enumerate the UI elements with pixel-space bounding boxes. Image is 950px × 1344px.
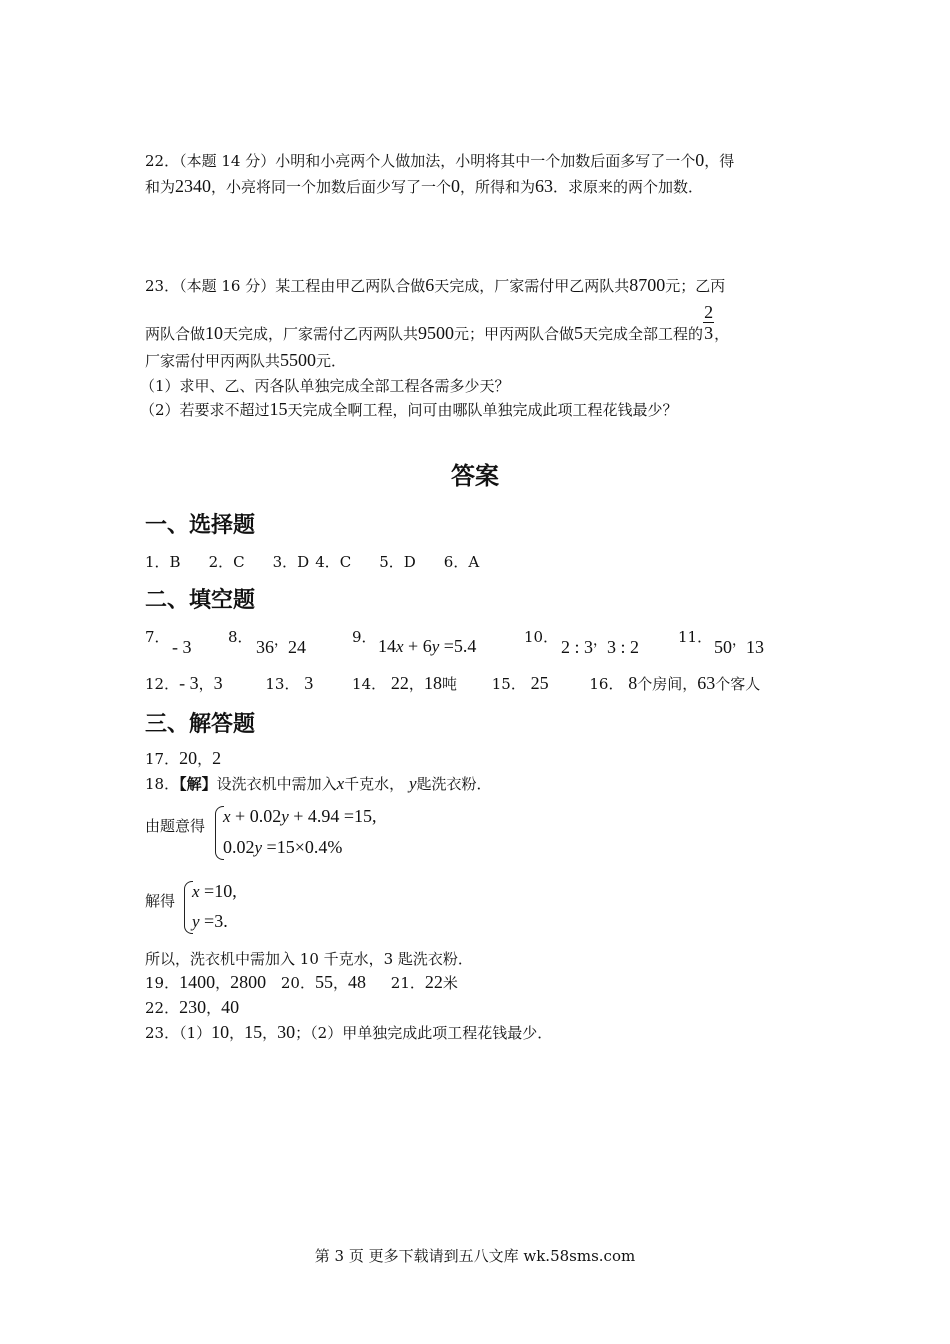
sol1-x: x bbox=[192, 882, 200, 901]
text-23-b: ；（2）甲单独完成此项工程花钱最少． bbox=[295, 1024, 553, 1042]
value-16-b: 63 bbox=[697, 673, 716, 693]
label-14: 14． bbox=[352, 675, 387, 693]
q23-price-2: 9500 bbox=[418, 322, 455, 343]
q22-text-2a: 和为 bbox=[145, 178, 176, 196]
label-12: 12． bbox=[145, 675, 180, 693]
eq2-rest: =15×0.4% bbox=[266, 837, 343, 857]
value-11-a: 50 bbox=[714, 637, 732, 657]
answer-22 bbox=[145, 997, 239, 1018]
value-13: 3 bbox=[304, 673, 314, 693]
solution-1 bbox=[192, 881, 237, 902]
var-x: x bbox=[396, 637, 404, 656]
eq1-y: y bbox=[281, 807, 289, 826]
choice-answer-3: 3．D bbox=[272, 553, 310, 571]
text-18-c: 匙洗衣粉． bbox=[416, 775, 492, 793]
label-8: 8． bbox=[228, 628, 253, 646]
q23-text-2e: ， bbox=[714, 324, 730, 343]
value-16-a: 8 bbox=[628, 673, 638, 693]
eq2-coef: 0.02 bbox=[223, 837, 255, 857]
choice-answer-5: 5．D bbox=[379, 553, 416, 571]
value-20-a: 55 bbox=[314, 972, 333, 992]
solution-label: 解得 bbox=[145, 892, 176, 910]
label-16: 16． bbox=[589, 675, 624, 693]
choice-answer-1: 1．B bbox=[145, 553, 181, 571]
q22-text-1b: ，得 bbox=[704, 152, 735, 170]
value-22-a: 230 bbox=[179, 997, 207, 1017]
q23-days-1: 6 bbox=[425, 275, 435, 295]
choice-answers bbox=[145, 551, 479, 572]
q23-text-2c: 元；甲丙两队合做 bbox=[454, 324, 575, 343]
value-20-b: 48 bbox=[348, 972, 366, 992]
q23-days-limit: 15 bbox=[269, 399, 288, 419]
fill-answer-8 bbox=[228, 626, 253, 647]
q23-text-2d: 天完成全部工程的 bbox=[583, 324, 704, 343]
label-7: 7． bbox=[145, 628, 170, 646]
q23-line-3 bbox=[145, 350, 346, 371]
section-2-title: 二、填空题 bbox=[145, 588, 256, 613]
answer-18 bbox=[145, 773, 492, 794]
sep-22: ， bbox=[206, 999, 222, 1017]
section-1-title: 一、选择题 bbox=[145, 513, 256, 538]
value-17-a: 20 bbox=[179, 748, 198, 768]
eq1-mid: + 0.02 bbox=[235, 806, 282, 826]
text-18-b: 千克水， bbox=[344, 775, 405, 793]
label-15: 15． bbox=[491, 675, 526, 693]
value-9-rhs: =5.4 bbox=[443, 636, 477, 656]
text-23-a: （1） bbox=[179, 1024, 212, 1042]
q23-text-1a: 23．（本题 16 分）某工程由甲乙两队合做 bbox=[145, 277, 426, 295]
eq1-rest: + 4.94 =15, bbox=[293, 806, 377, 826]
q22-sum-1: 2340 bbox=[175, 176, 212, 196]
equation-2 bbox=[223, 837, 342, 858]
fill-value-11 bbox=[714, 634, 764, 658]
var-y-18: y bbox=[408, 774, 417, 793]
var-y: y bbox=[431, 637, 440, 656]
text-16-b: 个客人 bbox=[715, 675, 761, 693]
sol2-y: y bbox=[192, 912, 200, 931]
q22-text-2b: ，小亮将同一个加数后面少写了一个 bbox=[211, 178, 452, 196]
label-20: 20． bbox=[280, 974, 315, 992]
answer-23 bbox=[145, 1022, 552, 1043]
label-9: 9． bbox=[352, 628, 377, 646]
value-14-a: 22 bbox=[390, 673, 409, 693]
q23-sub2-text-b: 天完成全啊工程，问可由哪队单独完成此项工程花钱最少？ bbox=[287, 401, 678, 419]
fill-value-10 bbox=[561, 634, 640, 658]
label-19: 19． bbox=[145, 974, 180, 992]
value-15: 25 bbox=[530, 673, 549, 693]
conclusion-18: 所以，洗衣机中需加入 10 千克水，3 匙洗衣粉． bbox=[145, 950, 473, 968]
fill-value-9 bbox=[378, 636, 476, 657]
label-22: 22． bbox=[145, 999, 180, 1017]
q23-sub2-text-a: （2）若要求不超过 bbox=[140, 401, 270, 419]
label-23: 23． bbox=[145, 1024, 180, 1042]
q23-text-1b: 天完成，厂家需付甲乙两队共 bbox=[434, 277, 630, 295]
q23-text-1c: 元；乙丙 bbox=[665, 277, 726, 295]
value-9-coef: 14 bbox=[378, 636, 396, 656]
q23-price-3: 5500 bbox=[280, 350, 317, 370]
sep-23-b: ， bbox=[262, 1024, 278, 1042]
value-12-a: - 3 bbox=[179, 673, 199, 693]
sep-23-a: ， bbox=[229, 1024, 245, 1042]
sol1-rest: =10, bbox=[204, 881, 237, 901]
value-8-a: 36 bbox=[256, 637, 274, 657]
page-footer: 第 3 页 更多下载请到五八文库 wk.58sms.com bbox=[314, 1247, 636, 1265]
label-21: 21． bbox=[390, 974, 425, 992]
sep-17: ， bbox=[197, 750, 213, 768]
value-10-a: 2 : 3 bbox=[561, 637, 594, 657]
value-11-b: 13 bbox=[746, 637, 764, 657]
value-23-a: 10 bbox=[211, 1022, 230, 1042]
answers-19-21 bbox=[145, 972, 458, 993]
sep-11: ， bbox=[732, 634, 746, 649]
value-21: 22 bbox=[424, 972, 443, 992]
equation-label: 由题意得 bbox=[145, 817, 206, 835]
answer-17 bbox=[145, 748, 221, 769]
sol2-rest: =3. bbox=[204, 911, 228, 931]
q23-sub-1: （1）求甲、乙、丙各队单独完成全部工程各需多少天？ bbox=[140, 377, 510, 395]
q22-zero-1: 0 bbox=[695, 150, 705, 170]
label-13: 13． bbox=[265, 675, 300, 693]
fraction-two-thirds bbox=[703, 302, 714, 343]
q23-price-1: 8700 bbox=[629, 275, 666, 295]
choice-answer-2: 2．C bbox=[208, 553, 245, 571]
label-10: 10． bbox=[524, 628, 559, 646]
text-16-a: 个房间， bbox=[637, 675, 698, 693]
choice-answer-6: 6．A bbox=[443, 553, 480, 571]
label-18: 18． bbox=[145, 775, 180, 793]
q22-line-1 bbox=[145, 150, 734, 171]
fill-answer-10 bbox=[524, 626, 558, 647]
choice-answer-4: 4．C bbox=[315, 553, 352, 571]
var-x-18: x bbox=[336, 774, 345, 793]
value-17-b: 2 bbox=[212, 748, 222, 768]
value-22-b: 40 bbox=[221, 997, 240, 1017]
section-3-title: 三、解答题 bbox=[145, 712, 256, 737]
q23-line-2-text bbox=[145, 322, 704, 343]
q22-text-1a: 22．（本题 14 分）小明和小亮两个人做加法，小明将其中一个加数后面多写了一个 bbox=[145, 152, 696, 170]
sep-10: ， bbox=[593, 634, 608, 649]
value-19-b: 2800 bbox=[230, 972, 267, 992]
q23-text-3a: 厂家需付甲丙两队共 bbox=[145, 352, 281, 370]
value-10-b: 3 : 2 bbox=[607, 637, 640, 657]
value-12-b: 3 bbox=[213, 673, 223, 693]
equation-1 bbox=[223, 806, 377, 827]
sep-14: ， bbox=[408, 675, 424, 693]
fill-answer-7 bbox=[145, 626, 170, 647]
value-19-a: 1400 bbox=[179, 972, 216, 992]
q22-line-2 bbox=[145, 176, 703, 197]
unit-14: 吨 bbox=[441, 675, 457, 693]
sep-19: ， bbox=[215, 974, 231, 992]
q23-text-2b: 天完成，厂家需付乙丙两队共 bbox=[223, 324, 419, 343]
q23-days-2: 10 bbox=[205, 322, 224, 343]
fraction-numerator: 2 bbox=[704, 302, 714, 322]
sep-8: ， bbox=[274, 634, 288, 649]
q22-text-2c: ，所得和为 bbox=[460, 178, 536, 196]
fraction-denominator: 3 bbox=[704, 323, 714, 343]
q23-sub-2 bbox=[140, 399, 678, 420]
sep-20: ， bbox=[332, 974, 348, 992]
q23-line-1 bbox=[145, 275, 725, 296]
fill-row-12-16 bbox=[145, 673, 760, 694]
fill-answer-11 bbox=[678, 626, 712, 647]
answers-title: 答案 bbox=[451, 462, 499, 490]
unit-21: 米 bbox=[442, 974, 458, 992]
eq2-y: y bbox=[254, 838, 263, 857]
fill-answer-9 bbox=[352, 626, 377, 647]
label-17: 17． bbox=[145, 750, 180, 768]
value-23-c: 30 bbox=[277, 1022, 296, 1042]
sep-12: ， bbox=[198, 675, 214, 693]
value-9-op: + 6 bbox=[408, 636, 432, 656]
q22-sum-2: 63 bbox=[535, 176, 554, 196]
solution-2 bbox=[192, 911, 228, 932]
q22-text-2d: ．求原来的两个加数． bbox=[553, 178, 704, 196]
fill-value-7: - 3 bbox=[172, 637, 192, 657]
q23-text-3b: 元． bbox=[316, 352, 347, 370]
label-11: 11． bbox=[678, 628, 713, 646]
value-23-b: 15 bbox=[244, 1022, 263, 1042]
q22-zero-2: 0 bbox=[451, 176, 461, 196]
value-14-b: 18 bbox=[423, 673, 442, 693]
text-18-a: 设洗衣机中需加入 bbox=[216, 775, 337, 793]
q23-days-3: 5 bbox=[574, 322, 584, 343]
eq1-x: x bbox=[223, 807, 231, 826]
fill-value-8 bbox=[256, 634, 306, 658]
solution-tag: 【解】 bbox=[179, 775, 217, 793]
q23-line-2 bbox=[145, 302, 729, 343]
value-8-b: 24 bbox=[288, 637, 306, 657]
q23-text-2a: 两队合做 bbox=[145, 324, 206, 343]
